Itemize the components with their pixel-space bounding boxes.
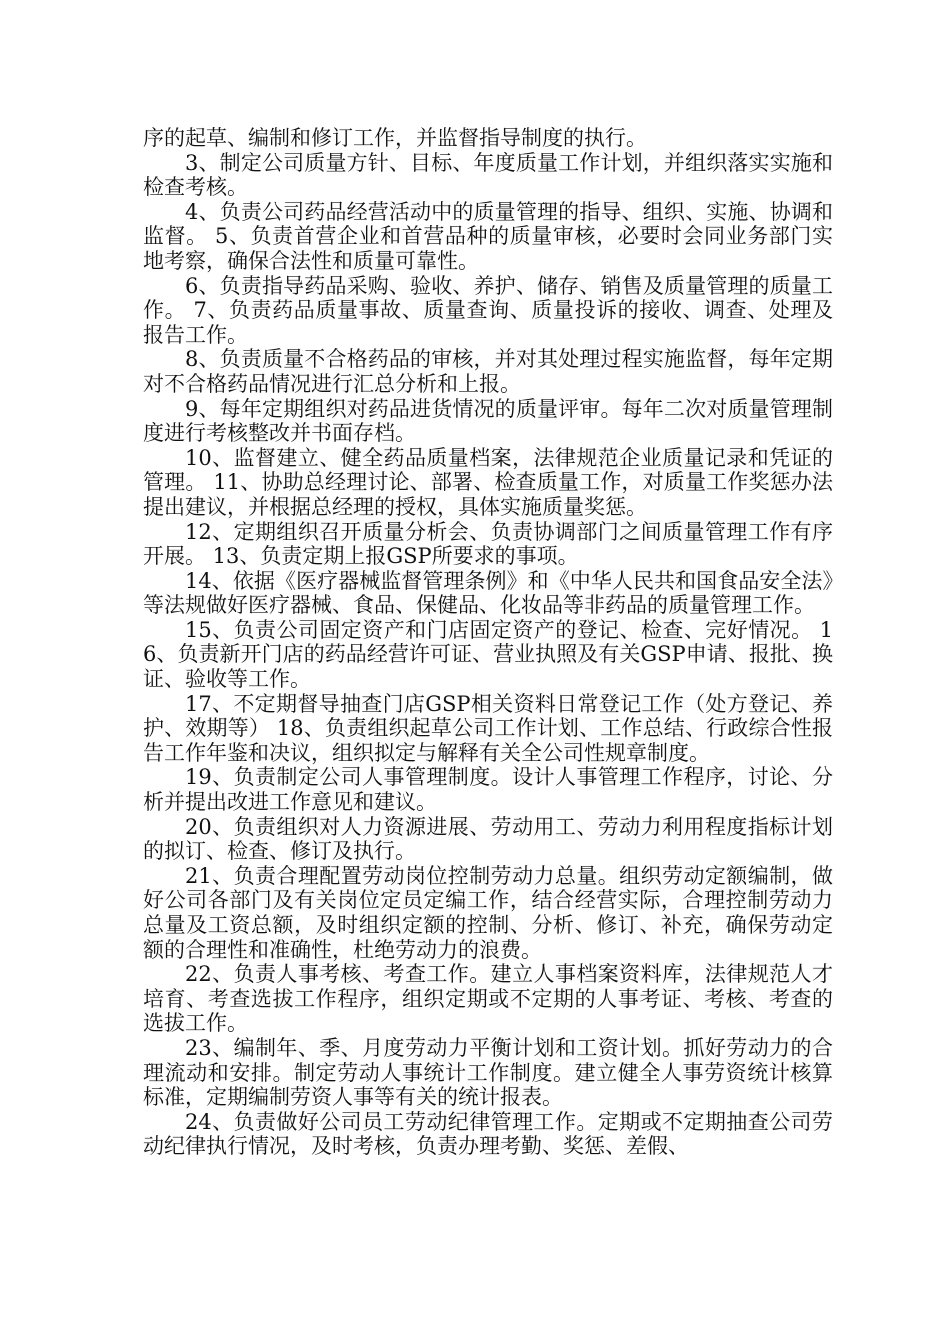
paragraph-item-3: 3、制定公司质量方针、目标、年度质量工作计划，并组织落实实施和检查考核。 xyxy=(143,150,833,200)
paragraph-item-12-13: 12、定期组织召开质量分析会、负责协调部门之间质量管理工作有序开展。 13、负责定期上报GSP所要求的事项。 xyxy=(143,519,833,569)
paragraph-item-21: 21、负责合理配置劳动岗位控制劳动力总量。组织劳动定额编制，做好公司各部门及有关岗位定员定编工作，结合经营实际，合理控制劳动力总量及工资总额，及时组织定额的控制、分析、修订、补充，确保劳动定额的合理性和准确性，杜绝劳动力的浪费。 xyxy=(143,863,833,962)
paragraph-item-23: 23、编制年、季、月度劳动力平衡计划和工资计划。抓好劳动力的合理流动和安排。制定劳动人事统计工作制度。建立健全人事劳资统计核算标准，定期编制劳资人事等有关的统计报表。 xyxy=(143,1035,833,1110)
paragraph-item-17-18: 17、不定期督导抽查门店GSP相关资料日常登记工作（处方登记、养护、效期等） 18、负责组织起草公司工作计划、工作总结、行政综合性报告工作年鉴和决议，组织拟定与解释有关全公司性规章制度。 xyxy=(143,691,833,765)
paragraph-item-24: 24、负责做好公司员工劳动纪律管理工作。定期或不定期抽查公司劳动纪律执行情况，及时考核，负责办理考勤、奖惩、差假、 xyxy=(143,1109,833,1159)
paragraph-item-20: 20、负责组织对人力资源进展、劳动用工、劳动力利用程度指标计划的拟订、检查、修订及执行。 xyxy=(143,814,833,864)
paragraph-item-9: 9、每年定期组织对药品进货情况的质量评审。每年二次对质量管理制度进行考核整改并书面存档。 xyxy=(143,396,833,446)
paragraph-item-14: 14、依据《医疗器械监督管理条例》和《中华人民共和国食品安全法》等法规做好医疗器械、食品、保健品、化妆品等非药品的质量管理工作。 xyxy=(143,568,833,618)
document-body xyxy=(143,126,833,1159)
paragraph-item-6-7: 6、负责指导药品采购、验收、养护、储存、销售及质量管理的质量工作。 7、负责药品质量事故、质量查询、质量投诉的接收、调查、处理及报告工作。 xyxy=(143,273,833,347)
paragraph-continuation: 序的起草、编制和修订工作，并监督指导制度的执行。 xyxy=(143,126,647,150)
paragraph-item-4-5: 4、负责公司药品经营活动中的质量管理的指导、组织、实施、协调和监督。 5、负责首营企业和首营品种的质量审核，必要时会同业务部门实地考察，确保合法性和质量可靠性。 xyxy=(143,199,833,273)
paragraph-item-22: 22、负责人事考核、考查工作。建立人事档案资料库，法律规范人才培育、考查选拔工作程序，组织定期或不定期的人事考证、考核、考查的选拔工作。 xyxy=(143,962,833,1036)
paragraph-item-15-16: 15、负责公司固定资产和门店固定资产的登记、检查、完好情况。 16、负责新开门店的药品经营许可证、营业执照及有关GSP申请、报批、换证、验收等工作。 xyxy=(143,617,833,692)
paragraph-item-19: 19、负责制定公司人事管理制度。设计人事管理工作程序，讨论、分析并提出改进工作意见和建议。 xyxy=(143,765,833,815)
paragraph-item-10-11: 10、监督建立、健全药品质量档案，法律规范企业质量记录和凭证的管理。 11、协助总经理讨论、部署、检查质量工作，对质量工作奖惩办法提出建议，并根据总经理的授权，具体实施质量奖惩。 xyxy=(143,445,833,519)
paragraph-item-8: 8、负责质量不合格药品的审核，并对其处理过程实施监督，每年定期对不合格药品情况进行汇总分析和上报。 xyxy=(143,347,833,396)
